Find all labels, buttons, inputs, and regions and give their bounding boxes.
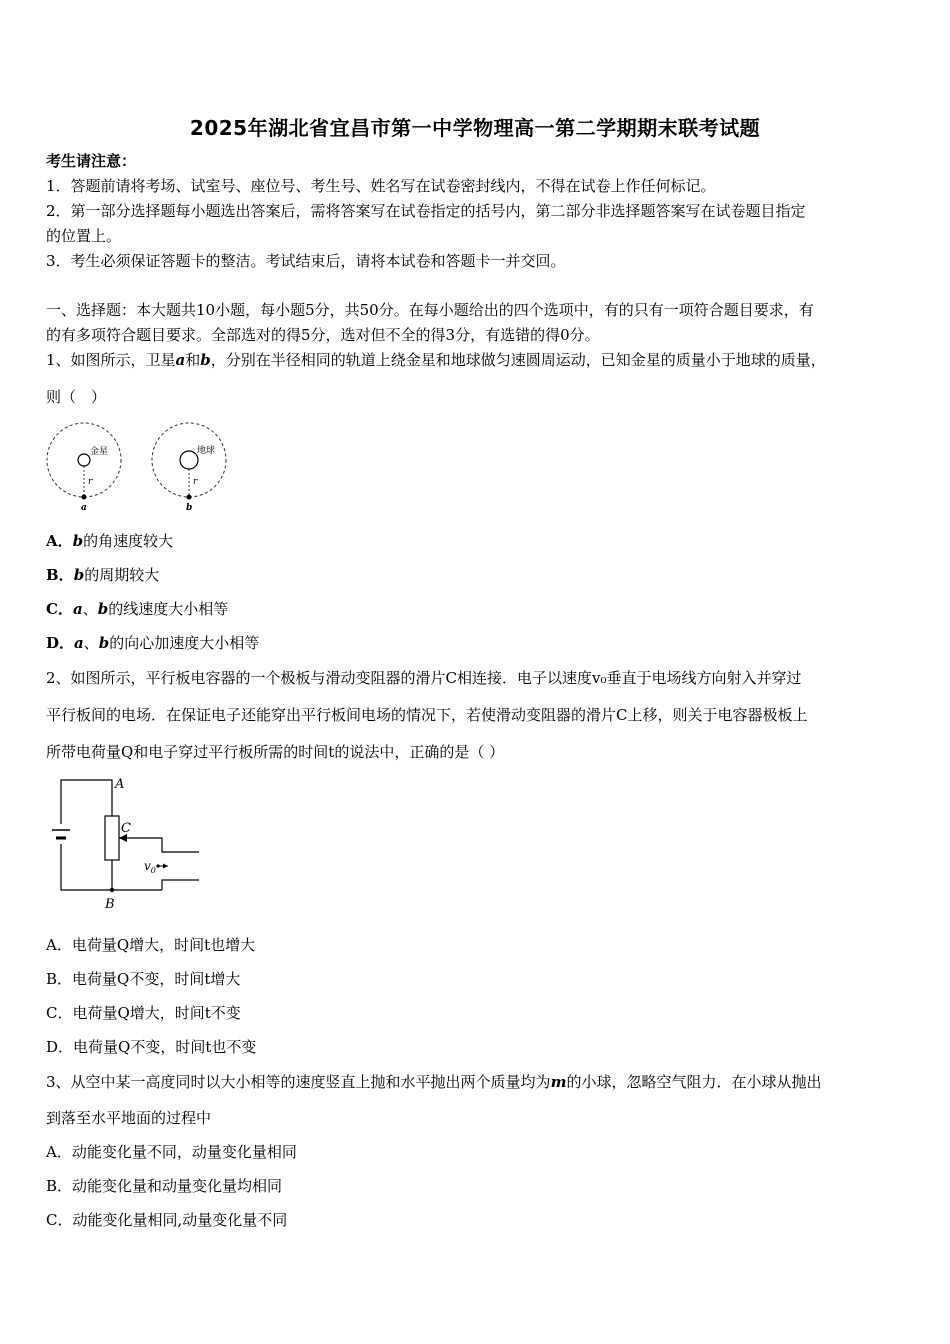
q3-stem-2: 到落至水平地面的过程中 <box>46 1109 212 1127</box>
q1-option-d <box>46 633 259 653</box>
q1-option-d-var1: a <box>74 634 84 652</box>
q1-option-b-text: 的周期较大 <box>84 566 160 584</box>
earth-planet <box>180 451 198 469</box>
section-instructions-1: 一、选择题：本大题共10小题，每小题5分，共50分。在每小题给出的四个选项中，有的只有一项符合题目要求，有 <box>46 301 814 319</box>
q1-option-d-var2: b <box>98 634 110 652</box>
label-a: A <box>115 777 125 792</box>
q2-circuit-figure <box>44 772 214 914</box>
q1-option-a-text: 的角速度较大 <box>83 532 174 550</box>
satellite-b-dot <box>187 495 192 500</box>
q1-orbit-figure <box>44 418 234 514</box>
rheostat <box>105 816 119 860</box>
q1-option-a-var: b <box>72 532 84 550</box>
q1-option-a-key: A． <box>46 532 73 550</box>
notice-heading: 考生请注意： <box>46 152 137 170</box>
earth-label: 地球 <box>197 446 216 456</box>
q2-option-d: D．电荷量Q不变，时间t也不变 <box>46 1038 257 1056</box>
q1-stem-end: 则（ ） <box>46 388 107 406</box>
q1-stem-part-b: 和 <box>185 351 201 369</box>
q1-option-d-sep: 、 <box>83 634 99 652</box>
venus-planet <box>78 454 90 466</box>
q2-option-b: B．电荷量Q不变，时间t增大 <box>46 970 241 988</box>
junction-b <box>110 888 114 892</box>
q3-option-c: C．动能变化量相同,动量变化量不同 <box>46 1211 288 1229</box>
q1-stem <box>46 350 826 370</box>
q2-stem-3: 所带电荷量Q和电子穿过平行板所需的时间t的说法中，正确的是（ ） <box>46 743 505 761</box>
notice-item-1: 1．答题前请将考场、试室号、座位号、考生号、姓名写在试卷密封线内，不得在试卷上作任何标记。 <box>46 177 716 195</box>
q3-stem-part-a: 3、从空中某一高度同时以大小相等的速度竖直上抛和水平抛出两个质量均为 <box>46 1073 551 1091</box>
satellite-a-label: a <box>81 503 87 513</box>
earth-radius-label: r <box>193 477 198 487</box>
venus-orbit-diagram <box>47 423 121 513</box>
notice-item-2b: 的位置上。 <box>46 227 122 245</box>
earth-orbit-diagram <box>152 423 226 513</box>
q2-stem-2: 平行板间的电场．在保证电子还能穿出平行板间电场的情况下，若使滑动变阻器的滑片C上移，则关于电容器极板上 <box>46 706 808 724</box>
venus-label: 金星 <box>90 447 109 457</box>
notice-item-3: 3．考生必须保证答题卡的整洁。考试结束后，请将本试卷和答题卡一并交回。 <box>46 252 566 270</box>
q1-option-c-text: 的线速度大小相等 <box>108 600 229 618</box>
q1-stem-part-a: 1、如图所示，卫星 <box>46 351 176 369</box>
q1-option-c-var2: b <box>97 600 109 618</box>
wire-bottom <box>61 844 112 890</box>
satellite-a-dot <box>82 495 87 500</box>
label-v: $v_0$ <box>144 859 156 875</box>
q3-stem-1 <box>46 1072 821 1092</box>
section-instructions-2: 的有多项符合题目要求。全部选对的得5分，选对但不全的得3分，有选错的得0分。 <box>46 326 600 344</box>
q3-stem-part-b: 的小球，忽略空气阻力．在小球从抛出 <box>566 1073 822 1091</box>
q1-option-c <box>46 599 228 619</box>
q1-option-b-var: b <box>73 566 85 584</box>
q2-option-a: A．电荷量Q增大，时间t也增大 <box>46 936 256 954</box>
q3-option-b: B．动能变化量和动量变化量均相同 <box>46 1177 283 1195</box>
label-b: B <box>105 897 115 912</box>
q1-option-d-key: D． <box>46 634 75 652</box>
venus-radius-label: r <box>88 477 93 487</box>
q1-option-b <box>46 565 159 585</box>
q2-option-c: C．电荷量Q增大，时间t不变 <box>46 1004 241 1022</box>
satellite-b-label: b <box>186 503 193 513</box>
venus-orbit <box>47 423 121 497</box>
wire-top <box>61 780 112 824</box>
q1-stem-part-c: ，分别在半径相同的轨道上绕金星和地球做匀速圆周运动，已知金星的质量小于地球的质量， <box>210 351 826 369</box>
lower-plate-wire <box>162 880 199 890</box>
label-c: C <box>121 821 131 836</box>
notice-item-2a: 2．第一部分选择题每小题选出答案后，需将答案写在试卷指定的括号内，第二部分非选择题答案写在试卷题目指定 <box>46 202 806 220</box>
electron-arrow-head <box>163 864 168 869</box>
electron-dot <box>156 864 159 867</box>
q3-option-a: A．动能变化量不同，动量变化量相同 <box>46 1143 297 1161</box>
q1-option-d-text: 的向心加速度大小相等 <box>109 634 260 652</box>
q1-var-b: b <box>200 351 211 369</box>
q1-option-a <box>46 531 173 551</box>
q3-var-m: m <box>550 1073 567 1091</box>
q1-option-b-key: B． <box>46 566 74 584</box>
q1-option-c-var1: a <box>72 600 83 618</box>
slider-wire <box>119 838 199 852</box>
q1-var-a: a <box>175 351 186 369</box>
q2-stem-1: 2、如图所示，平行板电容器的一个极板与滑动变阻器的滑片C相连接．电子以速度v₀垂直于电场线方向射入并穿过 <box>46 669 802 687</box>
exam-title: 2025年湖北省宜昌市第一中学物理高一第二学期期末联考试题 <box>189 116 761 140</box>
q1-option-c-sep: 、 <box>82 600 98 618</box>
q1-option-c-key: C． <box>46 600 73 618</box>
